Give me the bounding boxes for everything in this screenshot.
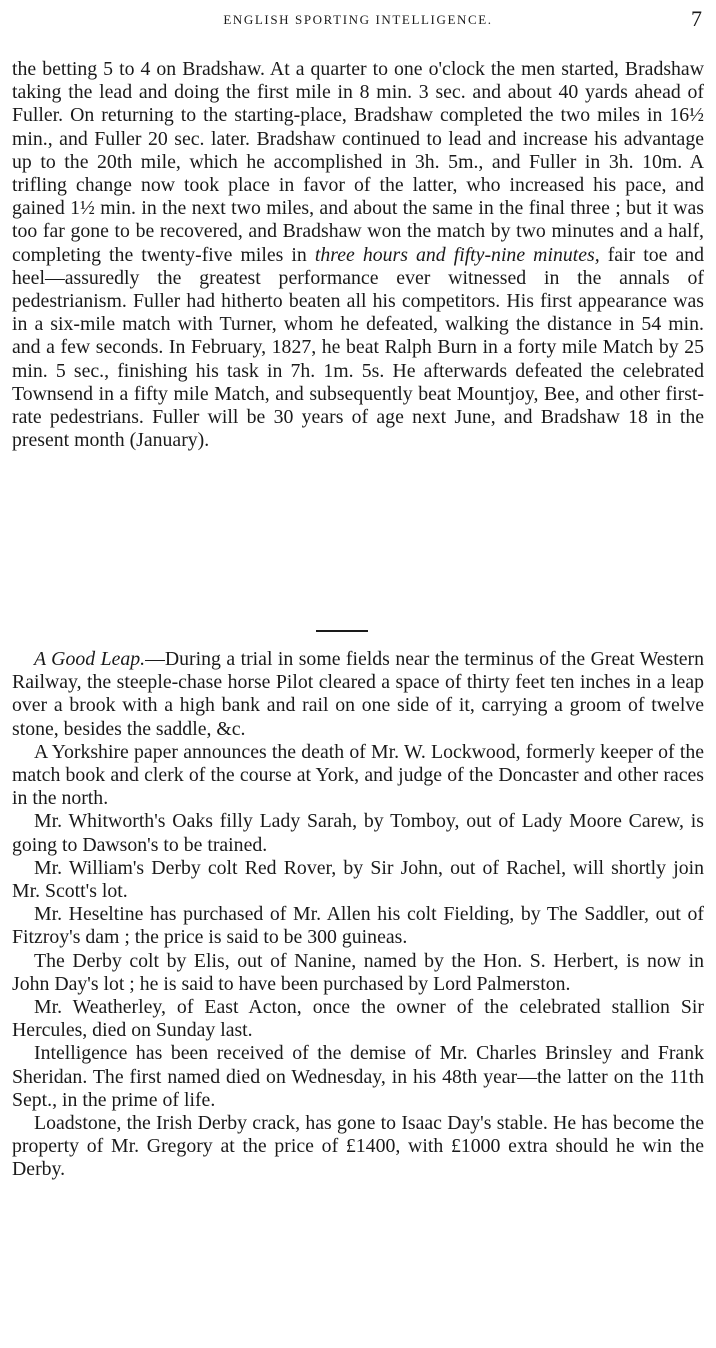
pedestrian-match-paragraph <box>12 58 704 452</box>
note-loadstone: Loadstone, the Irish Derby crack, has gone to Isaac Day's stable. He has become the property of Mr. Gregory at the price of £1400, with £1000 extra should he win the Derby. <box>12 1112 704 1181</box>
running-head: ENGLISH SPORTING INTELLIGENCE. <box>223 12 493 27</box>
note-elis-colt: The Derby colt by Elis, out of Nanine, named by the Hon. S. Herbert, is now in John Day's lot ; he is said to have been purchased by Lord Palmerston. <box>12 949 704 995</box>
note-whitworth: Mr. Whitworth's Oaks filly Lady Sarah, by Tomboy, out of Lady Moore Carew, is going to Dawson's to be trained. <box>12 810 704 856</box>
note-weatherley: Mr. Weatherley, of East Acton, once the owner of the celebrated stallion Sir Hercules, died on Sunday last. <box>12 996 704 1042</box>
note-text: —During a trial in some fields near the terminus of the Great Western Railway, the steeple-chase horse Pilot cleared a space of thirty feet ten inches in a leap over a brook with a high bank and rail on one side of it, carrying a groom of twelve stone, besides the saddle, &c. <box>12 648 704 740</box>
news-notes <box>12 648 704 1182</box>
note-red-rover: Mr. William's Derby colt Red Rover, by Sir John, out of Rachel, will shortly join Mr. Scott's lot. <box>12 856 704 903</box>
note-brinsley: Intelligence has been received of the demise of Mr. Charles Brinsley and Frank Sheridan. The first named died on Wednesday, in his 48th year—the latter on the 11th Sept., in the prime of life. <box>12 1042 704 1111</box>
note-good-leap <box>12 648 704 741</box>
paragraph-text-part-1: the betting 5 to 4 on Bradshaw. At a quarter to one o'clock the men started, Bradshaw taking the lead and doing the first mile in 8 min. 3 sec. and about 40 yards ahead of Fuller. On returning to the starting-place, Bradshaw completed the two miles in 16½ min., and Fuller 20 sec. later. Bradshaw continued to lead and increase his advantage up to the 20th mile, which he accomplished in 3h. 5m., and Fuller in 3h. 10m. A trifling change now took place in favor of the latter, who increased his pace, and gained 1½ min. in the next two miles, and about the same in the final three ; but it was too far gone to be recovered, and Bradshaw won the match by two minutes and a half, completing the twenty-five miles in <box>12 58 704 266</box>
note-heseltine: Mr. Heseltine has purchased of Mr. Allen his colt Fielding, by The Saddler, out of Fitzroy's dam ; the price is said to be 300 guineas. <box>12 903 704 949</box>
paragraph-italic-phrase: three hours and fifty-nine minutes, <box>314 243 600 266</box>
page-number: 7 <box>691 6 702 31</box>
note-lockwood: A Yorkshire paper announces the death of Mr. W. Lockwood, formerly keeper of the match book and clerk of the course at York, and judge of the Doncaster and other races in the north. <box>12 740 704 810</box>
article-continuation <box>12 58 704 452</box>
page-header <box>0 6 716 34</box>
paragraph-text-part-2: fair toe and heel—assuredly the greatest performance ever witnessed in the annals of pedestrianism. Fuller had hitherto beaten all his competitors. His first appearance was in a six-mile match with Turner, whom he defeated, walking the distance in 54 min. and a few seconds. In February, 1827, he beat Ralph Burn in a forty mile Match by 25 min. 5 sec., finishing his task in 7h. 1m. 5s. He afterwards defeated the celebrated Townsend in a fifty mile Match, and subsequently beat Mountjoy, Bee, and other first-rate pedestrians. Fuller will be 30 years of age next June, and Bradshaw 18 in the present month (January). <box>12 243 705 452</box>
section-divider <box>316 630 368 632</box>
note-title: A Good Leap. <box>34 648 146 670</box>
